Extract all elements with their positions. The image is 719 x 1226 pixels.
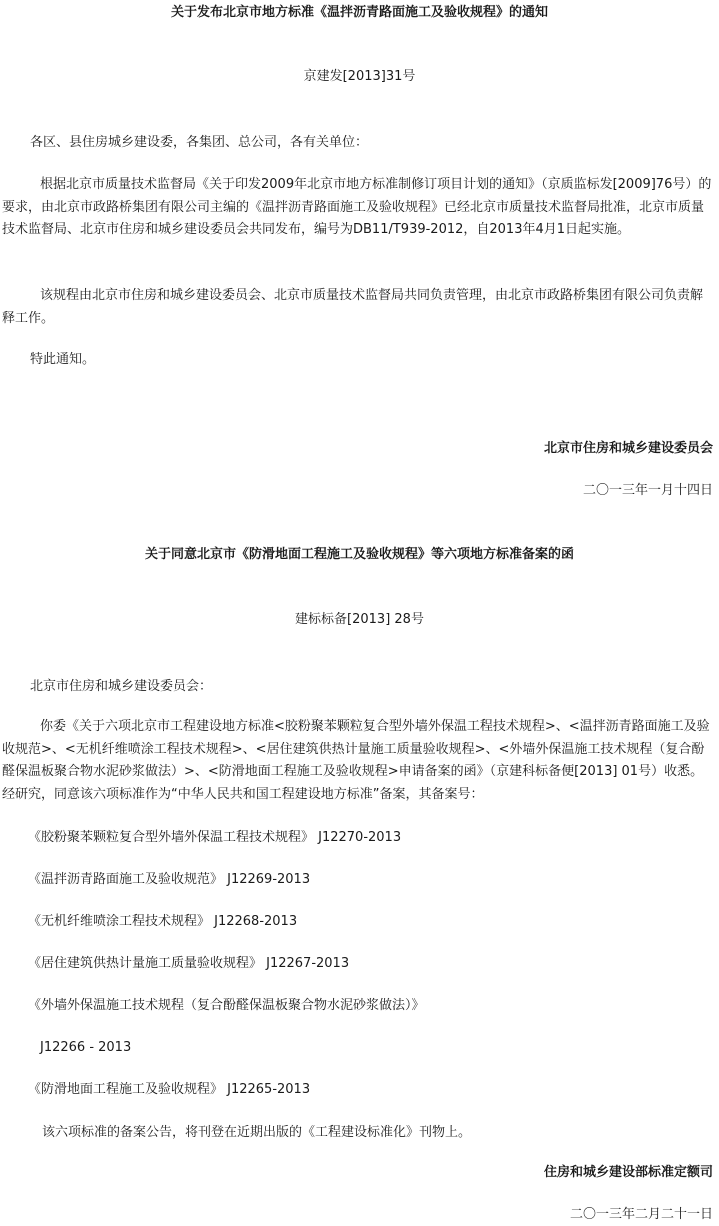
notice2-doc-number: 建标标备[2013] 28号	[295, 612, 424, 627]
notice1-title: 关于发布北京市地方标准《温拌沥青路面施工及验收规程》的通知	[170, 5, 548, 20]
notice1-salutation: 各区、县住房城乡建设委，各集团、总公司，各有关单位：	[30, 135, 369, 150]
notice1-paragraph1: 根据北京市质量技术监督局《关于印发2009年北京市地方标准制修订项目计划的通知》（京质监标发[2009]76号）的要求，由北京市政路桥集团有限公司主编的《温拌沥青路面施工及验收规程》已经北京市质量技术监督局批准，北京市质量技术监督局、北京市住房和城乡建设委员会共同发布，编号为DB11/T939-2012，自2013年4月1日起实施。	[2, 177, 712, 237]
notice1-date: 二〇一三年一月十四日	[582, 483, 713, 498]
notice2-date: 二〇一三年二月二十一日	[569, 1207, 713, 1222]
notice2-closing: 该六项标准的备案公告，将刊登在近期出版的《工程建设标准化》刊物上。	[42, 1125, 472, 1140]
notice2-salutation: 北京市住房和城乡建设委员会：	[30, 679, 213, 694]
record-item: 《居住建筑供热计量施工质量验收规程》 J12267-2013	[28, 956, 350, 971]
record-item: J12266 - 2013	[40, 1040, 132, 1055]
notice1-paragraph2: 该规程由北京市住房和城乡建设委员会、北京市质量技术监督局共同负责管理，由北京市政路桥集团有限公司负责解释工作。	[2, 288, 704, 326]
record-item: 《外墙外保温施工技术规程（复合酚醛保温板聚合物水泥砂浆做法）》	[28, 998, 425, 1013]
record-item: 《温拌沥青路面施工及验收规范》 J12269-2013	[28, 872, 311, 887]
notice1-issuer: 北京市住房和城乡建设委员会	[543, 441, 713, 456]
record-item: 《防滑地面工程施工及验收规程》 J12265-2013	[28, 1082, 311, 1097]
notice1-doc-number: 京建发[2013]31号	[303, 69, 416, 84]
notice1-closing: 特此通知。	[30, 352, 96, 367]
notice2-title: 关于同意北京市《防滑地面工程施工及验收规程》等六项地方标准备案的函	[144, 547, 574, 562]
record-item: 《胶粉聚苯颗粒复合型外墙外保温工程技术规程》 J12270-2013	[28, 830, 402, 845]
notice2-issuer: 住房和城乡建设部标准定额司	[543, 1165, 713, 1180]
record-item: 《无机纤维喷涂工程技术规程》 J12268-2013	[28, 914, 298, 929]
notice2-paragraph1: 你委《关于六项北京市工程建设地方标准<胶粉聚苯颗粒复合型外墙外保温工程技术规程>、<温拌沥青路面施工及验收规范>、<无机纤维喷涂工程技术规程>、<居住建筑供热计量施工质量验收规程>、<外墙外保温施工技术规程（复合酚醛保温板聚合物水泥砂浆做法）>、<防滑地面工程施工及验收规程>申请备案的函》（京建科标备便[2013] 01号）收悉。经研究，同意该六项标准作为“中华人民共和国工程建设地方标准”备案，其备案号：	[2, 719, 710, 802]
